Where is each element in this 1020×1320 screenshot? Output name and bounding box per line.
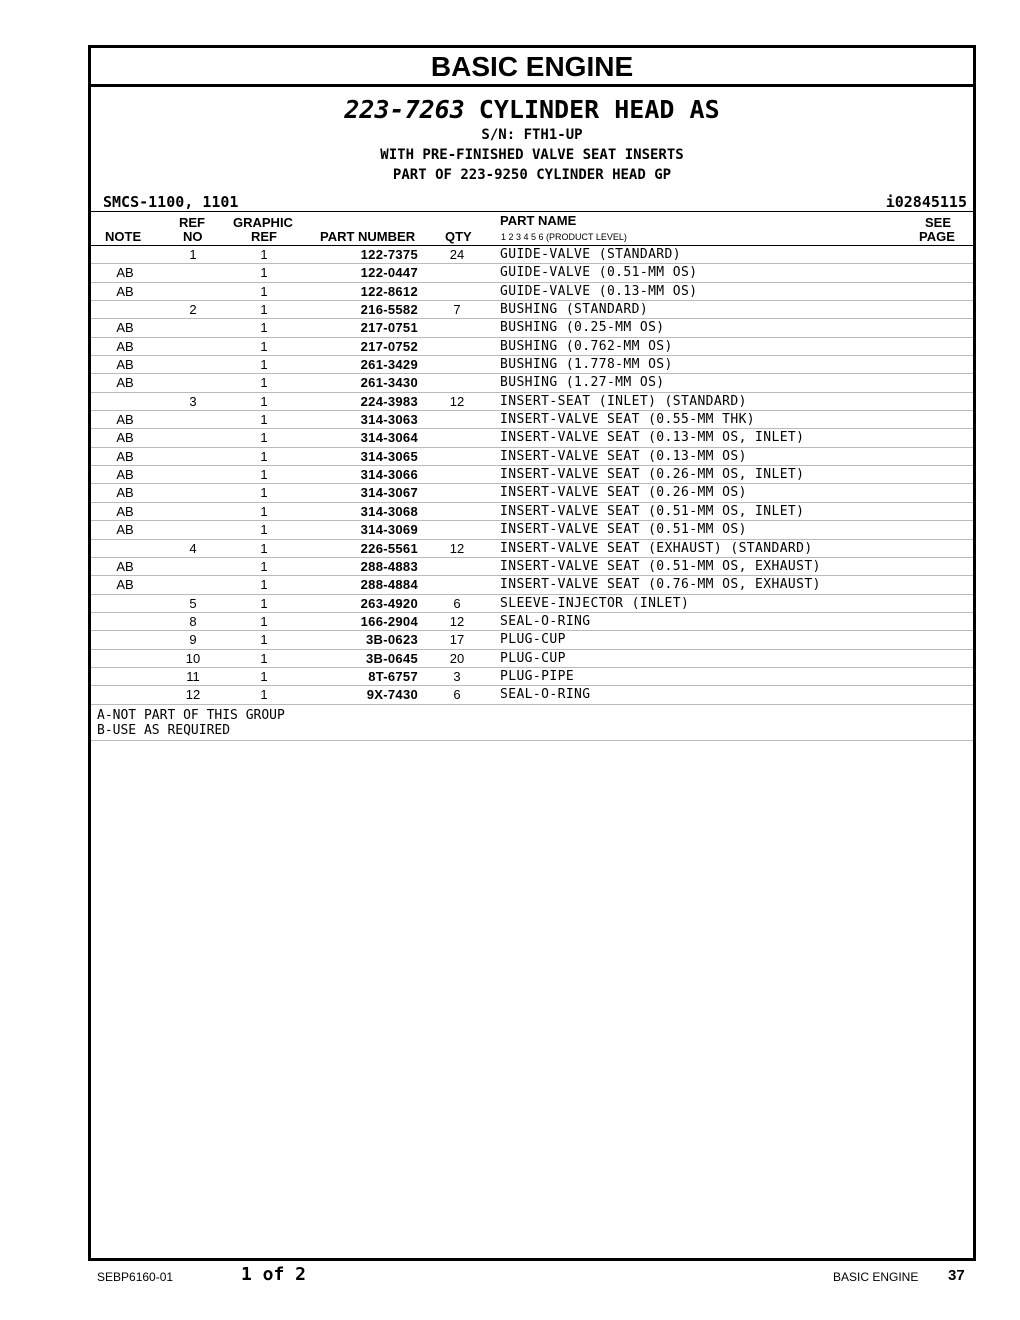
page-of: 1 of 2 [241, 1264, 307, 1285]
graphic-ref-cell: 1 [260, 375, 268, 391]
part-number-cell: 224-3983 [360, 393, 418, 409]
note-cell: AB [116, 375, 134, 391]
ref-no-cell: 9 [189, 632, 197, 648]
table-row [91, 503, 973, 521]
ref-no-cell: 4 [189, 540, 197, 556]
note-cell: AB [116, 283, 134, 299]
graphic-ref-cell: 1 [260, 393, 268, 409]
table-row [91, 356, 973, 374]
part-name-cell: BUSHING (STANDARD) [500, 302, 649, 318]
part-name-cell: INSERT-SEAT (INLET) (STANDARD) [500, 393, 747, 409]
part-name-cell: INSERT-VALVE SEAT (0.55-MM THK) [500, 412, 756, 428]
part-number-cell: 314-3069 [360, 522, 418, 538]
smcs-row [91, 189, 973, 212]
table-row [91, 484, 973, 502]
assembly-name: CYLINDER HEAD AS [478, 95, 720, 124]
table-row [91, 448, 973, 466]
part-number-cell: 314-3066 [360, 467, 418, 483]
table-row [91, 264, 973, 282]
note-b: B-USE AS REQUIRED [97, 722, 231, 738]
part-number-cell: 263-4920 [360, 595, 418, 611]
part-name-cell: INSERT-VALVE SEAT (0.76-MM OS, EXHAUST) [500, 577, 821, 593]
part-number-cell: 122-8612 [360, 283, 418, 299]
page-frame [88, 45, 976, 1261]
qty-cell: 20 [449, 650, 465, 666]
ref-no-cell: 10 [185, 650, 201, 666]
part-name-cell: INSERT-VALVE SEAT (0.13-MM OS) [500, 448, 747, 464]
graphic-ref-cell: 1 [260, 320, 268, 336]
table-row [91, 466, 973, 484]
ref-no-cell: 11 [186, 668, 200, 684]
part-name-cell: INSERT-VALVE SEAT (EXHAUST) (STANDARD) [500, 540, 813, 556]
qty-cell: 12 [449, 540, 465, 556]
part-number-cell: 261-3429 [360, 357, 418, 373]
ref-no-cell: 12 [185, 687, 201, 703]
part-number-cell: 217-0751 [360, 320, 418, 336]
table-row [91, 668, 973, 686]
col-ref-bottom: NO [183, 229, 203, 244]
graphic-ref-cell: 1 [260, 302, 268, 318]
graphic-ref-cell: 1 [260, 467, 268, 483]
part-number-cell: 217-0752 [360, 338, 418, 354]
qty-cell: 6 [453, 595, 461, 611]
graphic-ref-cell: 1 [260, 448, 268, 464]
part-name-cell: BUSHING (0.762-MM OS) [500, 338, 673, 354]
part-number-cell: 3B-0645 [366, 650, 418, 666]
part-number-cell: 314-3063 [360, 412, 418, 428]
graphic-ref-cell: 1 [260, 595, 268, 611]
table-row [91, 650, 973, 668]
note-cell: AB [116, 485, 134, 501]
table-row [91, 613, 973, 631]
table-row [91, 686, 973, 704]
note-cell: AB [116, 448, 134, 464]
note-cell: AB [116, 320, 134, 336]
table-row [91, 393, 973, 411]
page-number: 37 [948, 1267, 965, 1284]
ref-no-cell: 2 [189, 302, 197, 318]
table-row [91, 595, 973, 613]
serial-number: S/N: FTH1-UP [481, 127, 583, 143]
notes-block [91, 705, 973, 741]
part-number-cell: 288-4883 [360, 558, 418, 574]
table-row [91, 246, 973, 264]
part-number-cell: 314-3065 [360, 448, 418, 464]
graphic-ref-cell: 1 [260, 485, 268, 501]
note-cell: AB [116, 558, 134, 574]
part-name-cell: INSERT-VALVE SEAT (0.26-MM OS) [500, 485, 747, 501]
graphic-ref-cell: 1 [260, 650, 268, 666]
graphic-ref-cell: 1 [260, 265, 268, 281]
part-name-cell: BUSHING (1.27-MM OS) [500, 375, 665, 391]
graphic-ref-cell: 1 [260, 247, 268, 262]
qty-cell: 6 [453, 687, 461, 703]
part-name-cell: INSERT-VALVE SEAT (0.13-MM OS, INLET) [500, 430, 805, 446]
part-name-cell: SEAL-O-RING [500, 613, 591, 629]
part-number-cell: 216-5582 [360, 302, 418, 318]
smcs-code: SMCS-1100, 1101 [103, 193, 239, 211]
table-row [91, 411, 973, 429]
part-number-cell: 314-3064 [360, 430, 418, 446]
table-row [91, 631, 973, 649]
column-headers [91, 212, 973, 246]
ref-no-cell: 8 [189, 613, 197, 629]
assembly-header [91, 95, 973, 185]
col-graphic-bottom: REF [251, 229, 277, 244]
parent-group: PART OF 223-9250 CYLINDER HEAD GP [392, 167, 672, 183]
graphic-ref-cell: 1 [260, 558, 268, 574]
note-a: A-NOT PART OF THIS GROUP [97, 707, 285, 723]
assembly-part-number: 223-7263 [344, 95, 465, 124]
note-cell: AB [116, 338, 134, 354]
part-name-cell: PLUG-CUP [500, 632, 566, 648]
note-cell: AB [116, 467, 134, 483]
part-number-cell: 288-4884 [360, 577, 418, 593]
qty-cell: 12 [449, 613, 465, 629]
qty-cell: 17 [449, 632, 465, 648]
part-name-cell: GUIDE-VALVE (0.13-MM OS) [500, 283, 698, 299]
table-row [91, 540, 973, 558]
part-name-cell: SLEEVE-INJECTOR (INLET) [500, 595, 690, 611]
part-number-cell: 122-0447 [360, 265, 418, 281]
col-part-number: PART NUMBER [320, 229, 416, 244]
graphic-ref-cell: 1 [260, 632, 268, 648]
ref-no-cell: 5 [189, 595, 197, 611]
col-qty: QTY [445, 229, 472, 244]
table-row [91, 576, 973, 594]
page-footer [0, 1264, 1020, 1288]
qty-cell: 12 [449, 393, 465, 409]
assembly-subtitle: WITH PRE-FINISHED VALVE SEAT INSERTS [380, 147, 684, 163]
part-number-cell: 261-3430 [360, 375, 418, 391]
part-name-cell: PLUG-CUP [500, 650, 566, 666]
part-number-cell: 9X-7430 [366, 687, 418, 703]
graphic-ref-cell: 1 [260, 357, 268, 373]
table-row [91, 374, 973, 392]
graphic-ref-cell: 1 [260, 577, 268, 593]
part-name-cell: INSERT-VALVE SEAT (0.26-MM OS, INLET) [500, 467, 805, 483]
part-number-cell: 314-3067 [360, 485, 418, 501]
graphic-ref-cell: 1 [260, 412, 268, 428]
part-name-cell: GUIDE-VALVE (0.51-MM OS) [500, 265, 698, 281]
part-name-cell: INSERT-VALVE SEAT (0.51-MM OS) [500, 522, 747, 538]
graphic-ref-cell: 1 [260, 687, 268, 703]
table-row [91, 283, 973, 301]
graphic-ref-cell: 1 [260, 430, 268, 446]
graphic-ref-cell: 1 [260, 503, 268, 519]
parts-table [91, 246, 973, 705]
note-cell: AB [116, 412, 134, 428]
graphic-ref-cell: 1 [260, 613, 268, 629]
document-id: SEBP6160-01 [97, 1270, 174, 1284]
part-number-cell: 166-2904 [360, 613, 418, 629]
col-see-top: SEE [925, 215, 952, 230]
graphic-ref-cell: 1 [260, 283, 268, 299]
part-number-cell: 8T-6757 [368, 668, 418, 684]
table-row [91, 338, 973, 356]
graphic-ref-cell: 1 [260, 540, 268, 556]
part-name-cell: BUSHING (1.778-MM OS) [500, 357, 673, 373]
part-number-cell: 314-3068 [360, 503, 418, 519]
part-name-cell: BUSHING (0.25-MM OS) [500, 320, 665, 336]
section-title: BASIC ENGINE [91, 48, 973, 87]
table-row [91, 319, 973, 337]
col-product-level: 1 2 3 4 5 6 (PRODUCT LEVEL) [501, 232, 627, 242]
part-name-cell: INSERT-VALVE SEAT (0.51-MM OS, EXHAUST) [500, 558, 821, 574]
illustration-id: i02845115 [885, 193, 967, 211]
qty-cell: 3 [453, 668, 461, 684]
part-number-cell: 226-5561 [360, 540, 418, 556]
part-number-cell: 3B-0623 [366, 632, 418, 648]
graphic-ref-cell: 1 [260, 338, 268, 354]
col-note: NOTE [105, 229, 142, 244]
note-cell: AB [116, 577, 134, 593]
table-row [91, 301, 973, 319]
assembly-title [91, 95, 973, 125]
note-cell: AB [116, 357, 134, 373]
part-name-cell: GUIDE-VALVE (STANDARD) [500, 247, 681, 262]
qty-cell: 24 [449, 247, 465, 262]
col-graphic-top: GRAPHIC [233, 215, 293, 230]
table-row [91, 558, 973, 576]
part-name-cell: SEAL-O-RING [500, 687, 591, 703]
part-name-cell: PLUG-PIPE [500, 668, 575, 684]
qty-cell: 7 [453, 302, 461, 318]
col-part-name: PART NAME [500, 213, 577, 228]
note-cell: AB [116, 522, 134, 538]
table-row [91, 429, 973, 447]
ref-no-cell: 1 [189, 247, 197, 262]
note-cell: AB [116, 265, 134, 281]
table-row [91, 521, 973, 539]
col-see-bottom: PAGE [919, 229, 955, 244]
note-cell: AB [116, 430, 134, 446]
ref-no-cell: 3 [189, 393, 197, 409]
graphic-ref-cell: 1 [260, 668, 268, 684]
note-cell: AB [116, 503, 134, 519]
col-ref-top: REF [179, 215, 205, 230]
part-number-cell: 122-7375 [360, 247, 418, 262]
footer-section: BASIC ENGINE [833, 1270, 919, 1284]
part-name-cell: INSERT-VALVE SEAT (0.51-MM OS, INLET) [500, 503, 805, 519]
graphic-ref-cell: 1 [260, 522, 268, 538]
